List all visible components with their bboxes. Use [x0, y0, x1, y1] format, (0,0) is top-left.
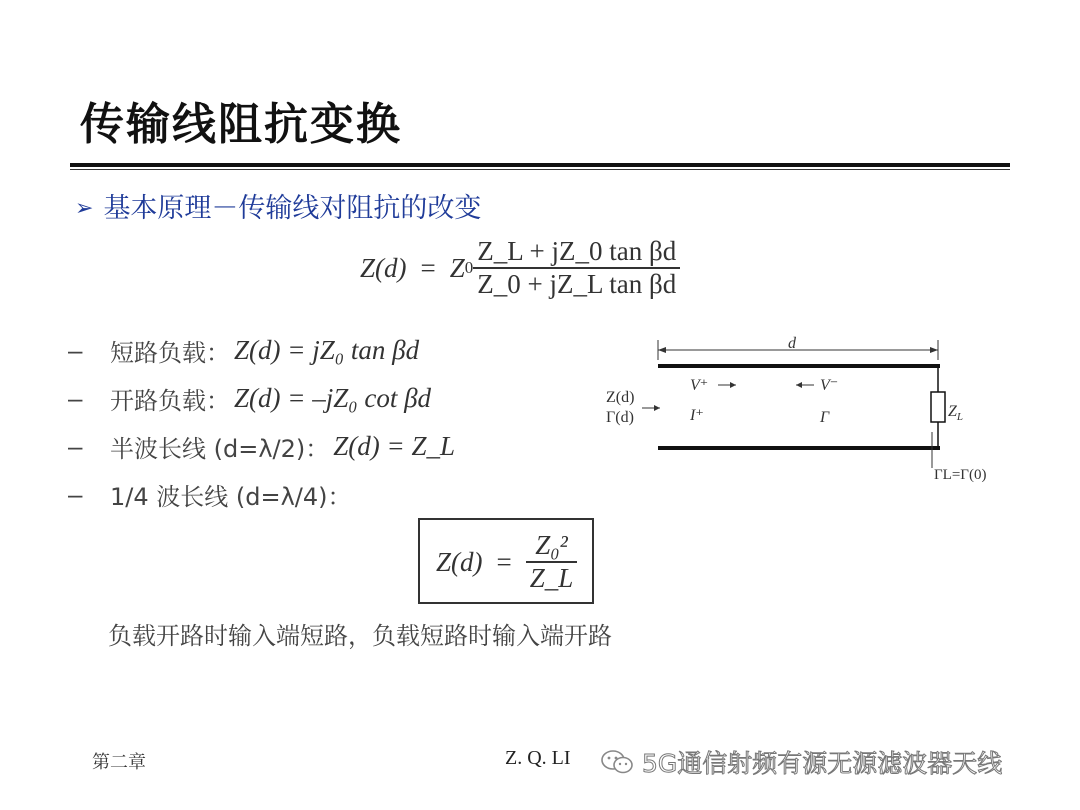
boxed-equation-lhs: Z(d) — [436, 546, 483, 577]
boxed-equation-fraction — [526, 530, 578, 594]
page-title: 传输线阻抗变换 — [80, 99, 402, 150]
title-divider-thin — [70, 169, 1010, 170]
section-heading-text: 基本原理－传输线对阻抗的改变 — [103, 193, 482, 224]
reverse-wave-label: Γ — [820, 409, 830, 426]
arrow-bullet-icon: ➢ — [75, 196, 94, 221]
main-equation-prefix-sub: 0 — [464, 258, 474, 277]
main-equation-fraction — [473, 236, 680, 300]
main-equation-equals: = — [420, 252, 436, 283]
footer-author: Z. Q. LI — [505, 747, 571, 769]
bullet-list — [68, 326, 455, 518]
wechat-icon — [600, 748, 634, 776]
bullet-dash: – — [68, 478, 83, 509]
section-heading — [75, 186, 481, 225]
load-resistor — [931, 392, 945, 422]
footer-chapter: 第二章 — [92, 752, 146, 773]
title-divider — [70, 163, 1010, 167]
bullet-label: 1/4 波长线 (d=λ/4)： — [110, 482, 352, 511]
reverse-voltage-label: V⁻ — [820, 377, 839, 394]
bullet-dash: – — [68, 334, 83, 365]
bullet-label: 短路负载： — [110, 338, 230, 367]
bullet-dash: – — [68, 430, 83, 461]
watermark — [600, 744, 1002, 780]
bullet-formula: Z(d) = jZ₀ tan βd — [234, 334, 420, 365]
main-equation-lhs: Z(d) — [360, 252, 407, 283]
bullet-formula: Z(d) = –jZ₀ cot βd — [234, 382, 432, 413]
watermark-text: 5G通信射频有源无源滤波器天线 — [642, 749, 1003, 778]
input-impedance-label: Z(d) — [606, 389, 635, 406]
main-equation — [360, 236, 680, 300]
bullet-formula: Z(d) = Z_L — [333, 430, 456, 461]
list-item — [68, 422, 455, 470]
list-item — [68, 470, 455, 518]
dimension-arrow-right — [930, 347, 938, 353]
list-item — [68, 374, 455, 422]
conclusion-note: 负载开路时输入端短路，负载短路时输入端开路 — [108, 622, 612, 650]
length-label: d — [788, 335, 796, 352]
load-label: $Z_L$ — [948, 403, 964, 423]
main-equation-prefix: Z — [449, 252, 465, 283]
bullet-label: 半波长线 (d=λ/2)： — [110, 434, 330, 463]
input-arrow-head — [654, 405, 660, 411]
forward-current-label: I⁺ — [690, 407, 704, 424]
forward-voltage-label: V⁺ — [690, 377, 709, 394]
input-reflection-label: Γ(d) — [606, 409, 634, 426]
gamma-load-label: ΓL=Γ(0) — [934, 467, 987, 483]
dimension-arrow-left — [658, 347, 666, 353]
boxed-equation — [418, 518, 594, 604]
reverse-voltage-arrow-head — [796, 382, 802, 388]
forward-voltage-arrow-head — [730, 382, 736, 388]
transmission-line-diagram — [598, 328, 1018, 493]
bullet-label: 开路负载： — [110, 386, 230, 415]
boxed-equation-denominator: Z_L — [526, 561, 578, 594]
boxed-equation-equals: = — [496, 546, 512, 577]
main-equation-numerator: Z_L + jZ_0 tan βd — [477, 236, 677, 266]
bullet-dash: – — [68, 382, 83, 413]
list-item — [68, 326, 455, 374]
main-equation-denominator: Z_0 + jZ_L tan βd — [473, 267, 680, 300]
boxed-equation-numerator: Z₀² — [535, 530, 568, 560]
